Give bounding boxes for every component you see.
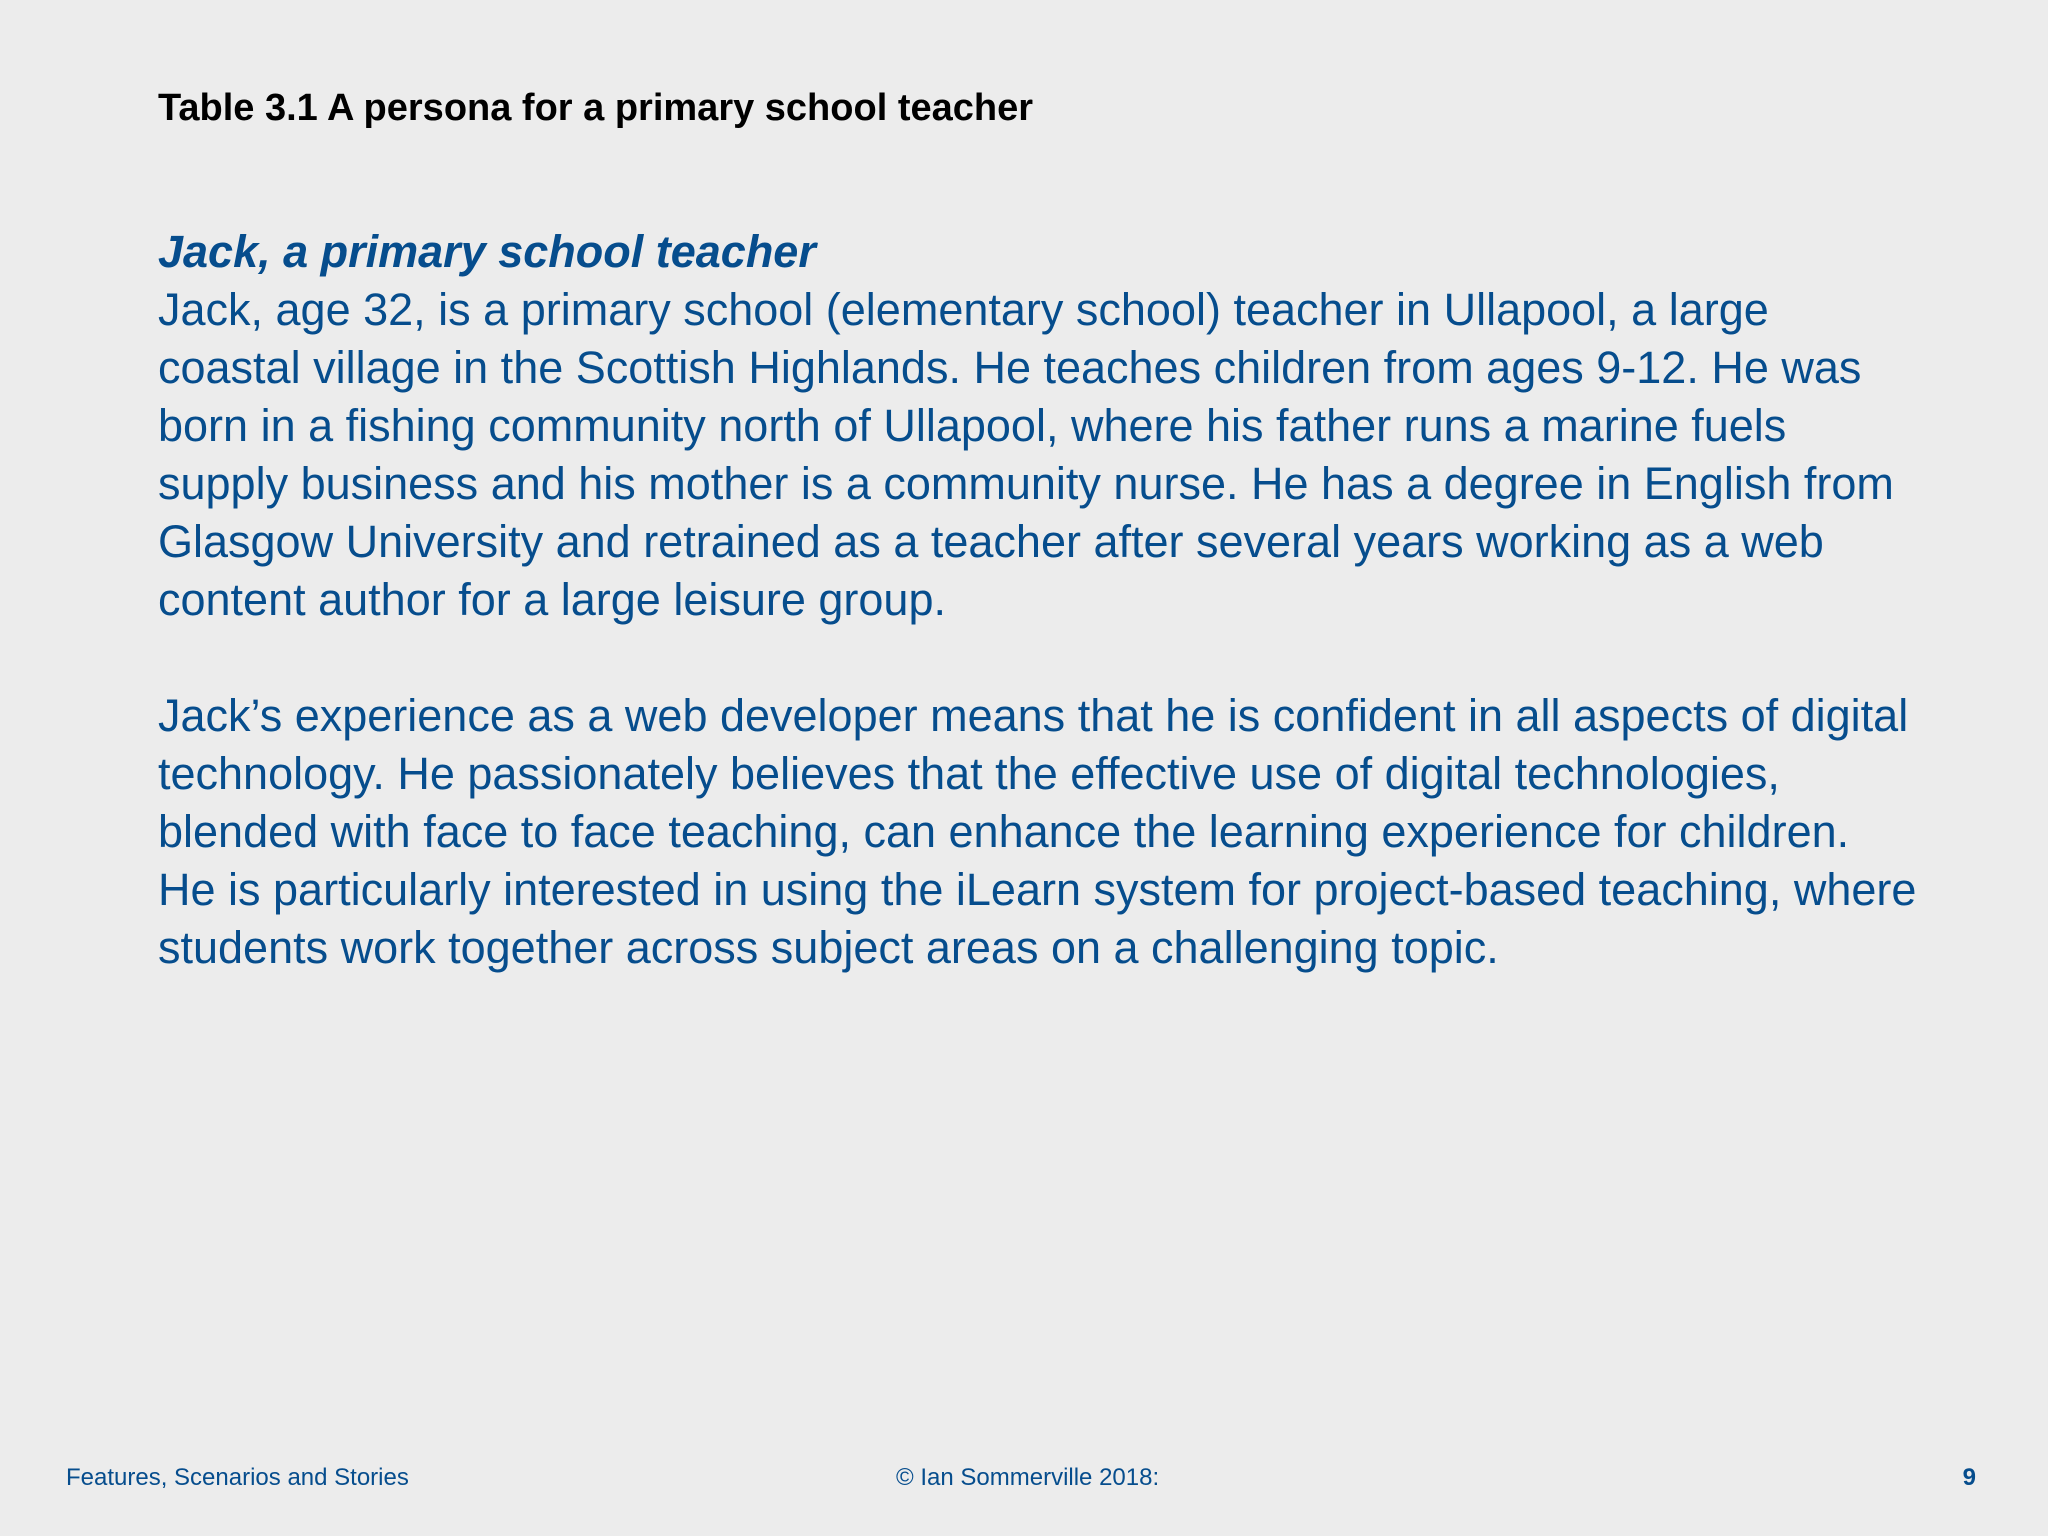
- footer-copyright: © Ian Sommerville 2018:: [896, 1464, 1160, 1491]
- persona-heading: Jack, a primary school teacher: [158, 226, 816, 277]
- persona-content: [158, 223, 1918, 977]
- persona-paragraph-background: Jack, age 32, is a primary school (elementary school) teacher in Ullapool, a large coastal village in the Scottish Highlands. He teaches children from ages 9-12. He was born in a fishing community north of Ullapool, where his father runs a marine fuels supply business and his mother is a community nurse. He has a degree in English from Glasgow University and retrained as a teacher after several years working as a web content author for a large leisure group.: [158, 284, 1894, 625]
- slide-title: Table 3.1 A persona for a primary school teacher: [158, 87, 1034, 129]
- persona-paragraph-experience: Jack’s experience as a web developer means that he is confident in all aspects of digital technology. He passionately believes that the effective use of digital technologies, blended with face to face teaching, can enhance the learning experience for children. He is particularly interested in using the iLearn system for project-based teaching, where students work together across subject areas on a challenging topic.: [158, 690, 1917, 973]
- page-number: 9: [1962, 1464, 1976, 1491]
- footer-course-title: Features, Scenarios and Stories: [66, 1464, 409, 1491]
